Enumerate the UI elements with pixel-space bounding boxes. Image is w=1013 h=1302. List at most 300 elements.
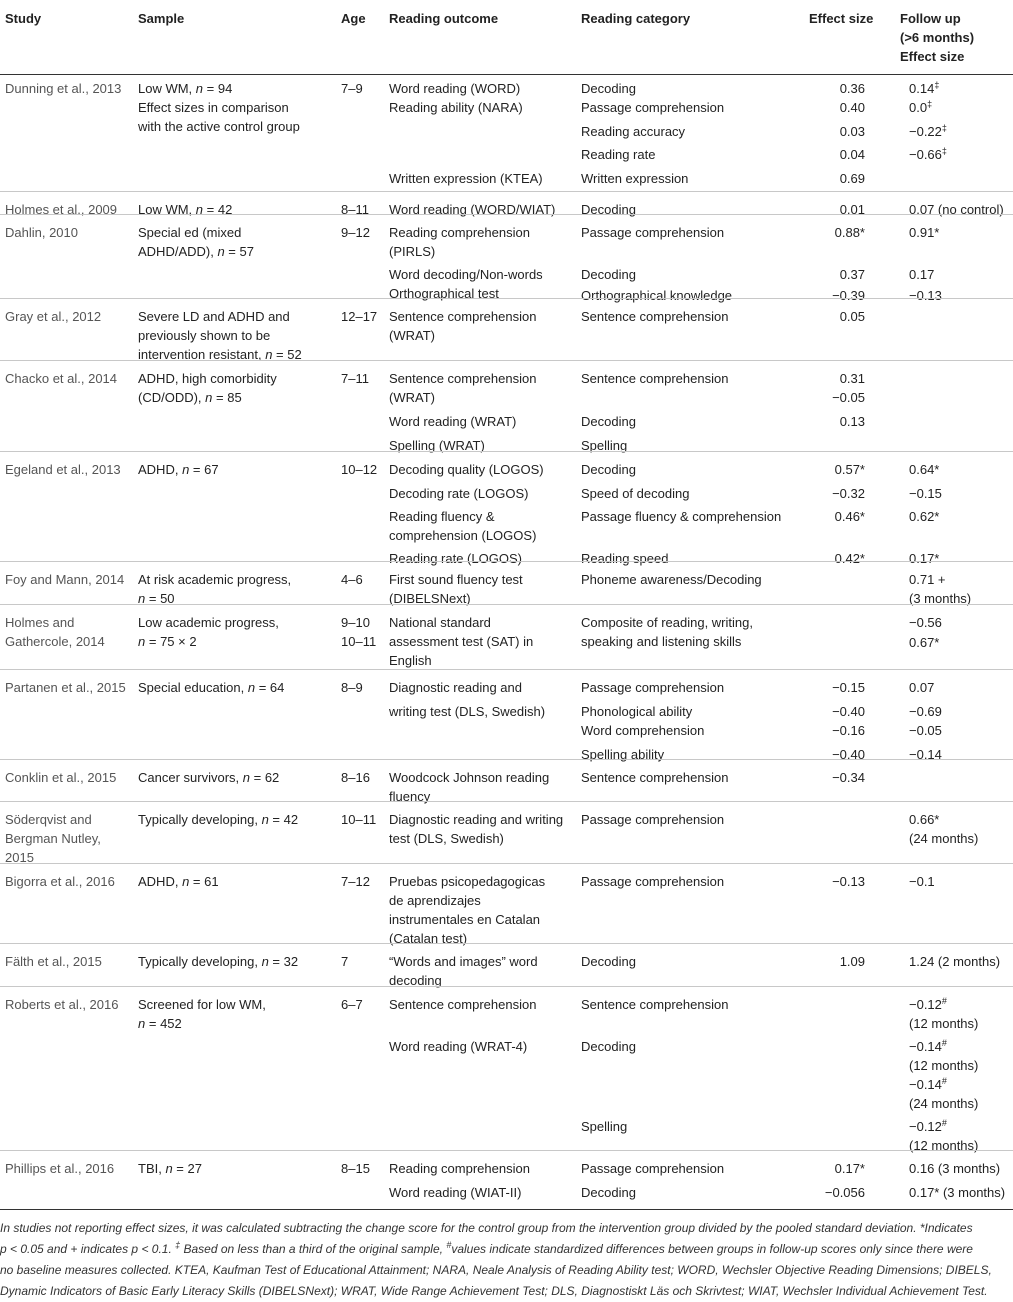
cell-outcome xyxy=(389,702,545,721)
table-row xyxy=(0,1150,1013,1202)
footnote-line: In studies not reporting effect sizes, it was calculated subtracting the change score for the control group from the intervention group divided by the pooled standard deviation. *Indicates xyxy=(0,1221,973,1235)
cell-line: 10–11 xyxy=(341,634,377,649)
cell-line: 7 xyxy=(341,954,349,969)
cell-outcome xyxy=(389,507,536,545)
cell-line: (PIRLS) xyxy=(389,244,436,259)
footnote-line: Dynamic Indicators of Basic Early Literacy Skills (DIBELSNext); WRAT, Wide Range Achievement Test; DLS, Diagnostiskt Läs och Skrivtest; WIAT, Wechsler Individual Achievement Test. xyxy=(0,1284,988,1298)
cell-line: 8–15 xyxy=(341,1161,370,1176)
cell-line: Word reading (WORD) xyxy=(389,81,521,96)
cell-outcome xyxy=(389,169,543,188)
cell-effect xyxy=(840,98,865,117)
cell-line: (24 months) xyxy=(909,1096,979,1111)
cell-line: 0.07 (no control) xyxy=(909,202,1004,217)
cell-line: de aprendizajes xyxy=(389,893,481,908)
cell-line: 0.57* xyxy=(834,462,865,477)
cell-category xyxy=(581,307,728,326)
cell-age xyxy=(341,570,363,589)
cell-line: 0.04 xyxy=(839,147,865,162)
cell-line: 2015 xyxy=(5,850,34,865)
cell-follow xyxy=(909,507,939,526)
header-line: Effect size xyxy=(900,49,965,64)
header-line: Effect size xyxy=(809,11,874,26)
superscript-mark: # xyxy=(446,1240,452,1250)
cell-outcome xyxy=(389,952,538,990)
cell-line: Foy and Mann, 2014 xyxy=(5,572,125,587)
cell-study xyxy=(5,1159,114,1178)
cell-line: assessment test (SAT) in xyxy=(389,634,534,649)
cell-age xyxy=(341,1159,370,1178)
cell-line: Sentence comprehension xyxy=(581,770,729,785)
cell-line: Low WM, n = 42 xyxy=(138,202,233,217)
cell-outcome xyxy=(389,98,523,117)
cell-line: Roberts et al., 2016 xyxy=(5,997,119,1012)
cell-study xyxy=(5,995,118,1014)
header-line: Reading category xyxy=(581,11,691,26)
cell-line: Fälth et al., 2015 xyxy=(5,954,102,969)
superscript-mark: # xyxy=(941,1118,947,1128)
cell-line: −0.056 xyxy=(824,1185,865,1200)
cell-line: 8–16 xyxy=(341,770,370,785)
cell-line: (24 months) xyxy=(909,831,979,846)
cell-line: −0.05 xyxy=(832,390,865,405)
cell-line: Söderqvist and xyxy=(5,812,92,827)
cell-sample xyxy=(138,768,279,787)
cell-line: 0.17* (3 months) xyxy=(909,1185,1006,1200)
cell-line: (WRAT) xyxy=(389,328,435,343)
cell-line: 0.40 xyxy=(839,100,865,115)
cell-line: previously shown to be xyxy=(138,328,271,343)
cell-line: Typically developing, n = 42 xyxy=(138,812,299,827)
cell-line: Gathercole, 2014 xyxy=(5,634,105,649)
cell-line: Decoding xyxy=(581,202,636,217)
cell-line: Sentence comprehension xyxy=(389,309,537,324)
header-sample xyxy=(138,9,184,28)
cell-sample xyxy=(138,952,298,971)
cell-line: Typically developing, n = 32 xyxy=(138,954,299,969)
cell-line: Passage fluency & comprehension xyxy=(581,509,782,524)
cell-sample xyxy=(138,872,219,891)
cell-line: −0.14# xyxy=(909,1038,947,1054)
cell-outcome xyxy=(389,484,528,503)
cell-line: n = 75 × 2 xyxy=(138,634,197,649)
cell-line: −0.13 xyxy=(909,288,942,303)
cell-line: 0.66* xyxy=(909,812,940,827)
cell-line: −0.56 xyxy=(909,615,942,630)
cell-line: (12 months) xyxy=(909,1058,979,1073)
cell-follow xyxy=(909,810,978,848)
cell-line: 0.05 xyxy=(839,309,865,324)
cell-line: (12 months) xyxy=(909,1138,979,1153)
cell-line: Orthographical knowledge xyxy=(581,288,733,303)
cell-line: ADHD, high comorbidity xyxy=(138,371,277,386)
cell-effect xyxy=(835,460,865,479)
cell-age xyxy=(341,995,363,1014)
table-row xyxy=(0,863,1013,944)
table-row xyxy=(0,986,1013,1151)
cell-line: Passage comprehension xyxy=(581,680,725,695)
cell-line: with the active control group xyxy=(138,119,300,134)
cell-line: −0.15 xyxy=(832,680,865,695)
cell-line: 0.17* xyxy=(909,551,940,566)
cell-effect xyxy=(832,702,865,740)
cell-sample xyxy=(138,460,219,479)
cell-line: Spelling xyxy=(581,1119,628,1134)
cell-line: 0.42* xyxy=(834,551,865,566)
cell-line: Low academic progress, xyxy=(138,615,279,630)
cell-line: 7–12 xyxy=(341,874,370,889)
cell-line: Gray et al., 2012 xyxy=(5,309,102,324)
cell-effect xyxy=(840,307,865,326)
cell-sample xyxy=(138,223,254,261)
cell-line: Passage comprehension xyxy=(581,100,725,115)
table-row xyxy=(0,604,1013,670)
cell-effect xyxy=(835,507,865,526)
superscript-mark: ‡ xyxy=(941,123,947,133)
header-follow-up xyxy=(900,9,974,66)
table-row xyxy=(0,71,1013,191)
cell-line: Conklin et al., 2015 xyxy=(5,770,117,785)
cell-line: Decoding xyxy=(581,267,636,282)
cell-line: n = 452 xyxy=(138,1016,182,1031)
cell-line: 0.31 xyxy=(839,371,865,386)
cell-line: (WRAT) xyxy=(389,390,435,405)
cell-line: Bergman Nutley, xyxy=(5,831,101,846)
cell-line: TBI, n = 27 xyxy=(138,1161,202,1176)
cell-line: ADHD/ADD), n = 57 xyxy=(138,244,254,259)
cell-line: 1.24 (2 months) xyxy=(909,954,1001,969)
cell-follow xyxy=(909,460,939,479)
table-footnote xyxy=(0,1218,1013,1302)
cell-line: Word decoding/Non-words xyxy=(389,267,543,282)
header-outcome xyxy=(389,9,498,28)
cell-line: ADHD, n = 61 xyxy=(138,874,219,889)
cell-line: Decoding xyxy=(581,462,636,477)
cell-line: Phonological ability xyxy=(581,704,693,719)
cell-follow xyxy=(909,122,947,141)
cell-follow xyxy=(909,223,939,242)
cell-line: −0.14 xyxy=(909,747,942,762)
cell-line: speaking and listening skills xyxy=(581,634,742,649)
cell-effect xyxy=(840,265,865,284)
cell-line: Speed of decoding xyxy=(581,486,690,501)
cell-line: 0.17* xyxy=(834,1161,865,1176)
cell-follow xyxy=(909,1037,978,1113)
cell-line: Passage comprehension xyxy=(581,812,725,827)
cell-line: Decoding xyxy=(581,954,636,969)
cell-category xyxy=(581,223,724,242)
cell-category xyxy=(581,265,636,284)
cell-line: Cancer survivors, n = 62 xyxy=(138,770,280,785)
cell-category xyxy=(581,145,655,164)
cell-line: Spelling ability xyxy=(581,747,665,762)
cell-line: 0.0‡ xyxy=(909,99,933,115)
header-effect xyxy=(809,9,873,28)
cell-line: 0.13 xyxy=(839,414,865,429)
cell-line: 0.07 xyxy=(909,680,935,695)
cell-line: Spelling (WRAT) xyxy=(389,438,485,453)
cell-age xyxy=(341,79,363,98)
cell-outcome xyxy=(389,1037,527,1056)
superscript-mark: ‡ xyxy=(175,1240,181,1250)
cell-line: Reading comprehension xyxy=(389,225,530,240)
cell-outcome xyxy=(389,412,516,431)
header-line: Age xyxy=(341,11,366,26)
cell-effect xyxy=(835,223,865,242)
cell-study xyxy=(5,307,101,326)
cell-study xyxy=(5,810,101,867)
cell-outcome xyxy=(389,678,522,697)
cell-line: −0.39 xyxy=(832,288,865,303)
cell-line: fluency xyxy=(389,789,431,804)
cell-line: 0.46* xyxy=(834,509,865,524)
cell-line: Passage comprehension xyxy=(581,1161,725,1176)
cell-follow xyxy=(909,633,939,652)
header-line: Reading outcome xyxy=(389,11,499,26)
cell-line: (12 months) xyxy=(909,1016,979,1031)
cell-line: Partanen et al., 2015 xyxy=(5,680,126,695)
cell-sample xyxy=(138,369,277,407)
cell-category xyxy=(581,507,781,526)
cell-line: comprehension (LOGOS) xyxy=(389,528,537,543)
cell-line: Effect sizes in comparison xyxy=(138,100,289,115)
cell-line: −0.40 xyxy=(832,747,865,762)
cell-line: At risk academic progress, xyxy=(138,572,292,587)
cell-category xyxy=(581,1117,627,1136)
table-row xyxy=(0,669,1013,760)
cell-study xyxy=(5,952,102,971)
cell-line: Word reading (WRAT) xyxy=(389,414,517,429)
cell-category xyxy=(581,460,636,479)
cell-follow xyxy=(909,1183,1005,1202)
cell-line: Word reading (WIAT-II) xyxy=(389,1185,522,1200)
cell-line: 0.01 xyxy=(839,202,865,217)
table-row xyxy=(0,298,1013,361)
cell-line: (Catalan test) xyxy=(389,931,468,946)
cell-age xyxy=(341,369,369,388)
cell-age xyxy=(341,952,348,971)
superscript-mark: # xyxy=(941,996,947,1006)
cell-age xyxy=(341,307,377,326)
cell-line: Passage comprehension xyxy=(581,874,725,889)
cell-category xyxy=(581,1183,636,1202)
cell-age xyxy=(341,223,370,242)
cell-age xyxy=(341,678,363,697)
superscript-mark: # xyxy=(941,1038,947,1048)
cell-line: Decoding xyxy=(581,1185,636,1200)
cell-line: 0.14‡ xyxy=(909,80,940,96)
cell-age xyxy=(341,810,376,829)
cell-line: 10–12 xyxy=(341,462,378,477)
cell-line: Word reading (WORD/WIAT) xyxy=(389,202,556,217)
cell-line: −0.13 xyxy=(832,874,865,889)
cell-age xyxy=(341,872,370,891)
cell-line: −0.12# xyxy=(909,996,947,1012)
cell-line: Word reading (WRAT-4) xyxy=(389,1039,528,1054)
cell-line: 0.62* xyxy=(909,509,940,524)
cell-follow xyxy=(909,702,942,740)
cell-sample xyxy=(138,570,291,608)
cell-study xyxy=(5,613,105,651)
cell-line: 0.69 xyxy=(839,171,865,186)
cell-study xyxy=(5,369,117,388)
cell-line: Reading rate xyxy=(581,147,656,162)
cell-line: Sentence comprehension xyxy=(581,309,729,324)
cell-line: Sentence comprehension xyxy=(389,997,537,1012)
cell-sample xyxy=(138,810,298,829)
cell-line: −0.69 xyxy=(909,704,942,719)
cell-study xyxy=(5,768,116,787)
cell-category xyxy=(581,369,728,388)
cell-age xyxy=(341,613,376,651)
cell-outcome xyxy=(389,1159,530,1178)
table-header xyxy=(0,0,1013,75)
cell-line: −0.15 xyxy=(909,486,942,501)
cell-line: −0.40 xyxy=(832,704,865,719)
cell-outcome xyxy=(389,223,530,261)
cell-outcome xyxy=(389,1183,521,1202)
cell-category xyxy=(581,169,688,188)
cell-category xyxy=(581,570,762,589)
cell-line: Reading accuracy xyxy=(581,124,686,139)
cell-line: Sentence comprehension xyxy=(581,371,729,386)
cell-outcome xyxy=(389,810,563,848)
header-category xyxy=(581,9,690,28)
cell-line: Dahlin, 2010 xyxy=(5,225,78,240)
cell-category xyxy=(581,79,636,98)
cell-line: “Words and images” word xyxy=(389,954,538,969)
cell-effect xyxy=(840,169,865,188)
cell-line: −0.12# xyxy=(909,1118,947,1134)
cell-outcome xyxy=(389,613,533,670)
cell-effect xyxy=(840,145,865,164)
footnote-line: no baseline measures collected. KTEA, Kaufman Test of Educational Attainment; NARA, Neale Analysis of Reading Ability test; WORD, Wechsler Objective Reading Dimensions; DIBELS, xyxy=(0,1263,992,1277)
cell-follow xyxy=(909,98,932,117)
cell-line: −0.05 xyxy=(909,723,942,738)
cell-line: Decoding xyxy=(581,414,636,429)
header-line: (>6 months) xyxy=(900,30,975,45)
cell-study xyxy=(5,223,78,242)
cell-line: Decoding xyxy=(581,81,636,96)
cell-line: Special education, n = 64 xyxy=(138,680,285,695)
cell-line: Decoding rate (LOGOS) xyxy=(389,486,529,501)
cell-sample xyxy=(138,307,302,364)
cell-line: 9–10 xyxy=(341,615,370,630)
cell-category xyxy=(581,613,753,651)
cell-follow xyxy=(909,1159,1000,1178)
cell-line: −0.34 xyxy=(832,770,865,785)
cell-line: Passage comprehension xyxy=(581,225,725,240)
cell-category xyxy=(581,122,685,141)
cell-follow xyxy=(909,678,934,697)
cell-line: −0.14# xyxy=(909,1076,947,1092)
cell-sample xyxy=(138,995,266,1033)
cell-effect xyxy=(832,369,865,407)
cell-category xyxy=(581,98,724,117)
cell-category xyxy=(581,702,704,740)
cell-line: 7–11 xyxy=(341,371,369,386)
cell-effect xyxy=(825,1183,865,1202)
cell-line: Orthographical test xyxy=(389,286,499,301)
cell-line: test (DLS, Swedish) xyxy=(389,831,504,846)
cell-line: Composite of reading, writing, xyxy=(581,615,753,630)
cell-line: Sentence comprehension xyxy=(581,997,729,1012)
cell-line: 0.36 xyxy=(839,81,865,96)
cell-line: −0.66‡ xyxy=(909,146,947,162)
cell-line: National standard xyxy=(389,615,491,630)
cell-outcome xyxy=(389,307,536,345)
cell-outcome xyxy=(389,79,520,98)
cell-line: 12–17 xyxy=(341,309,378,324)
cell-follow xyxy=(909,995,978,1033)
cell-outcome xyxy=(389,872,545,948)
header-age xyxy=(341,9,366,28)
cell-line: n = 50 xyxy=(138,591,175,606)
superscript-mark: ‡ xyxy=(927,99,933,109)
cell-line: (DIBELSNext) xyxy=(389,591,471,606)
cell-line: decoding xyxy=(389,973,442,988)
cell-category xyxy=(581,952,636,971)
header-line: Follow up xyxy=(900,11,961,26)
cell-line: 0.64* xyxy=(909,462,940,477)
cell-line: 8–9 xyxy=(341,680,363,695)
cell-line: 0.67* xyxy=(909,635,940,650)
cell-line: Egeland et al., 2013 xyxy=(5,462,121,477)
cell-age xyxy=(341,460,377,479)
cell-effect xyxy=(832,484,865,503)
cell-line: −0.32 xyxy=(832,486,865,501)
cell-line: Screened for low WM, xyxy=(138,997,266,1012)
cell-category xyxy=(581,810,724,829)
cell-line: −0.22‡ xyxy=(909,123,947,139)
cell-line: 4–6 xyxy=(341,572,363,587)
cell-line: instrumentales en Catalan xyxy=(389,912,541,927)
table-row xyxy=(0,214,1013,303)
cell-follow xyxy=(909,952,1000,971)
cell-line: 1.09 xyxy=(839,954,865,969)
cell-line: 8–11 xyxy=(341,202,369,217)
cell-category xyxy=(581,678,724,697)
cell-line: 0.16 (3 months) xyxy=(909,1161,1001,1176)
cell-line: Sentence comprehension xyxy=(389,371,537,386)
cell-follow xyxy=(909,613,942,632)
cell-outcome xyxy=(389,570,523,608)
cell-follow xyxy=(909,570,971,608)
cell-line: −0.1 xyxy=(909,874,935,889)
cell-line: 0.03 xyxy=(839,124,865,139)
table-row xyxy=(0,360,1013,452)
cell-line: 6–7 xyxy=(341,997,363,1012)
cell-study xyxy=(5,872,115,891)
cell-study xyxy=(5,79,121,98)
cell-follow xyxy=(909,484,942,503)
cell-line: Phoneme awareness/Decoding xyxy=(581,572,762,587)
cell-effect xyxy=(840,952,865,971)
superscript-mark: ‡ xyxy=(941,146,947,156)
cell-category xyxy=(581,768,728,787)
cell-line: Severe LD and ADHD and xyxy=(138,309,290,324)
cell-outcome xyxy=(389,460,544,479)
cell-line: 0.71 + xyxy=(909,572,946,587)
cell-line: Diagnostic reading and xyxy=(389,680,522,695)
cell-category xyxy=(581,995,728,1014)
cell-line: Word comprehension xyxy=(581,723,705,738)
cell-effect xyxy=(835,1159,865,1178)
header-line: Study xyxy=(5,11,42,26)
table-row xyxy=(0,561,1013,605)
cell-line: Phillips et al., 2016 xyxy=(5,1161,115,1176)
table-bottom-rule xyxy=(0,1209,1013,1210)
cell-line: 0.37 xyxy=(839,267,865,282)
